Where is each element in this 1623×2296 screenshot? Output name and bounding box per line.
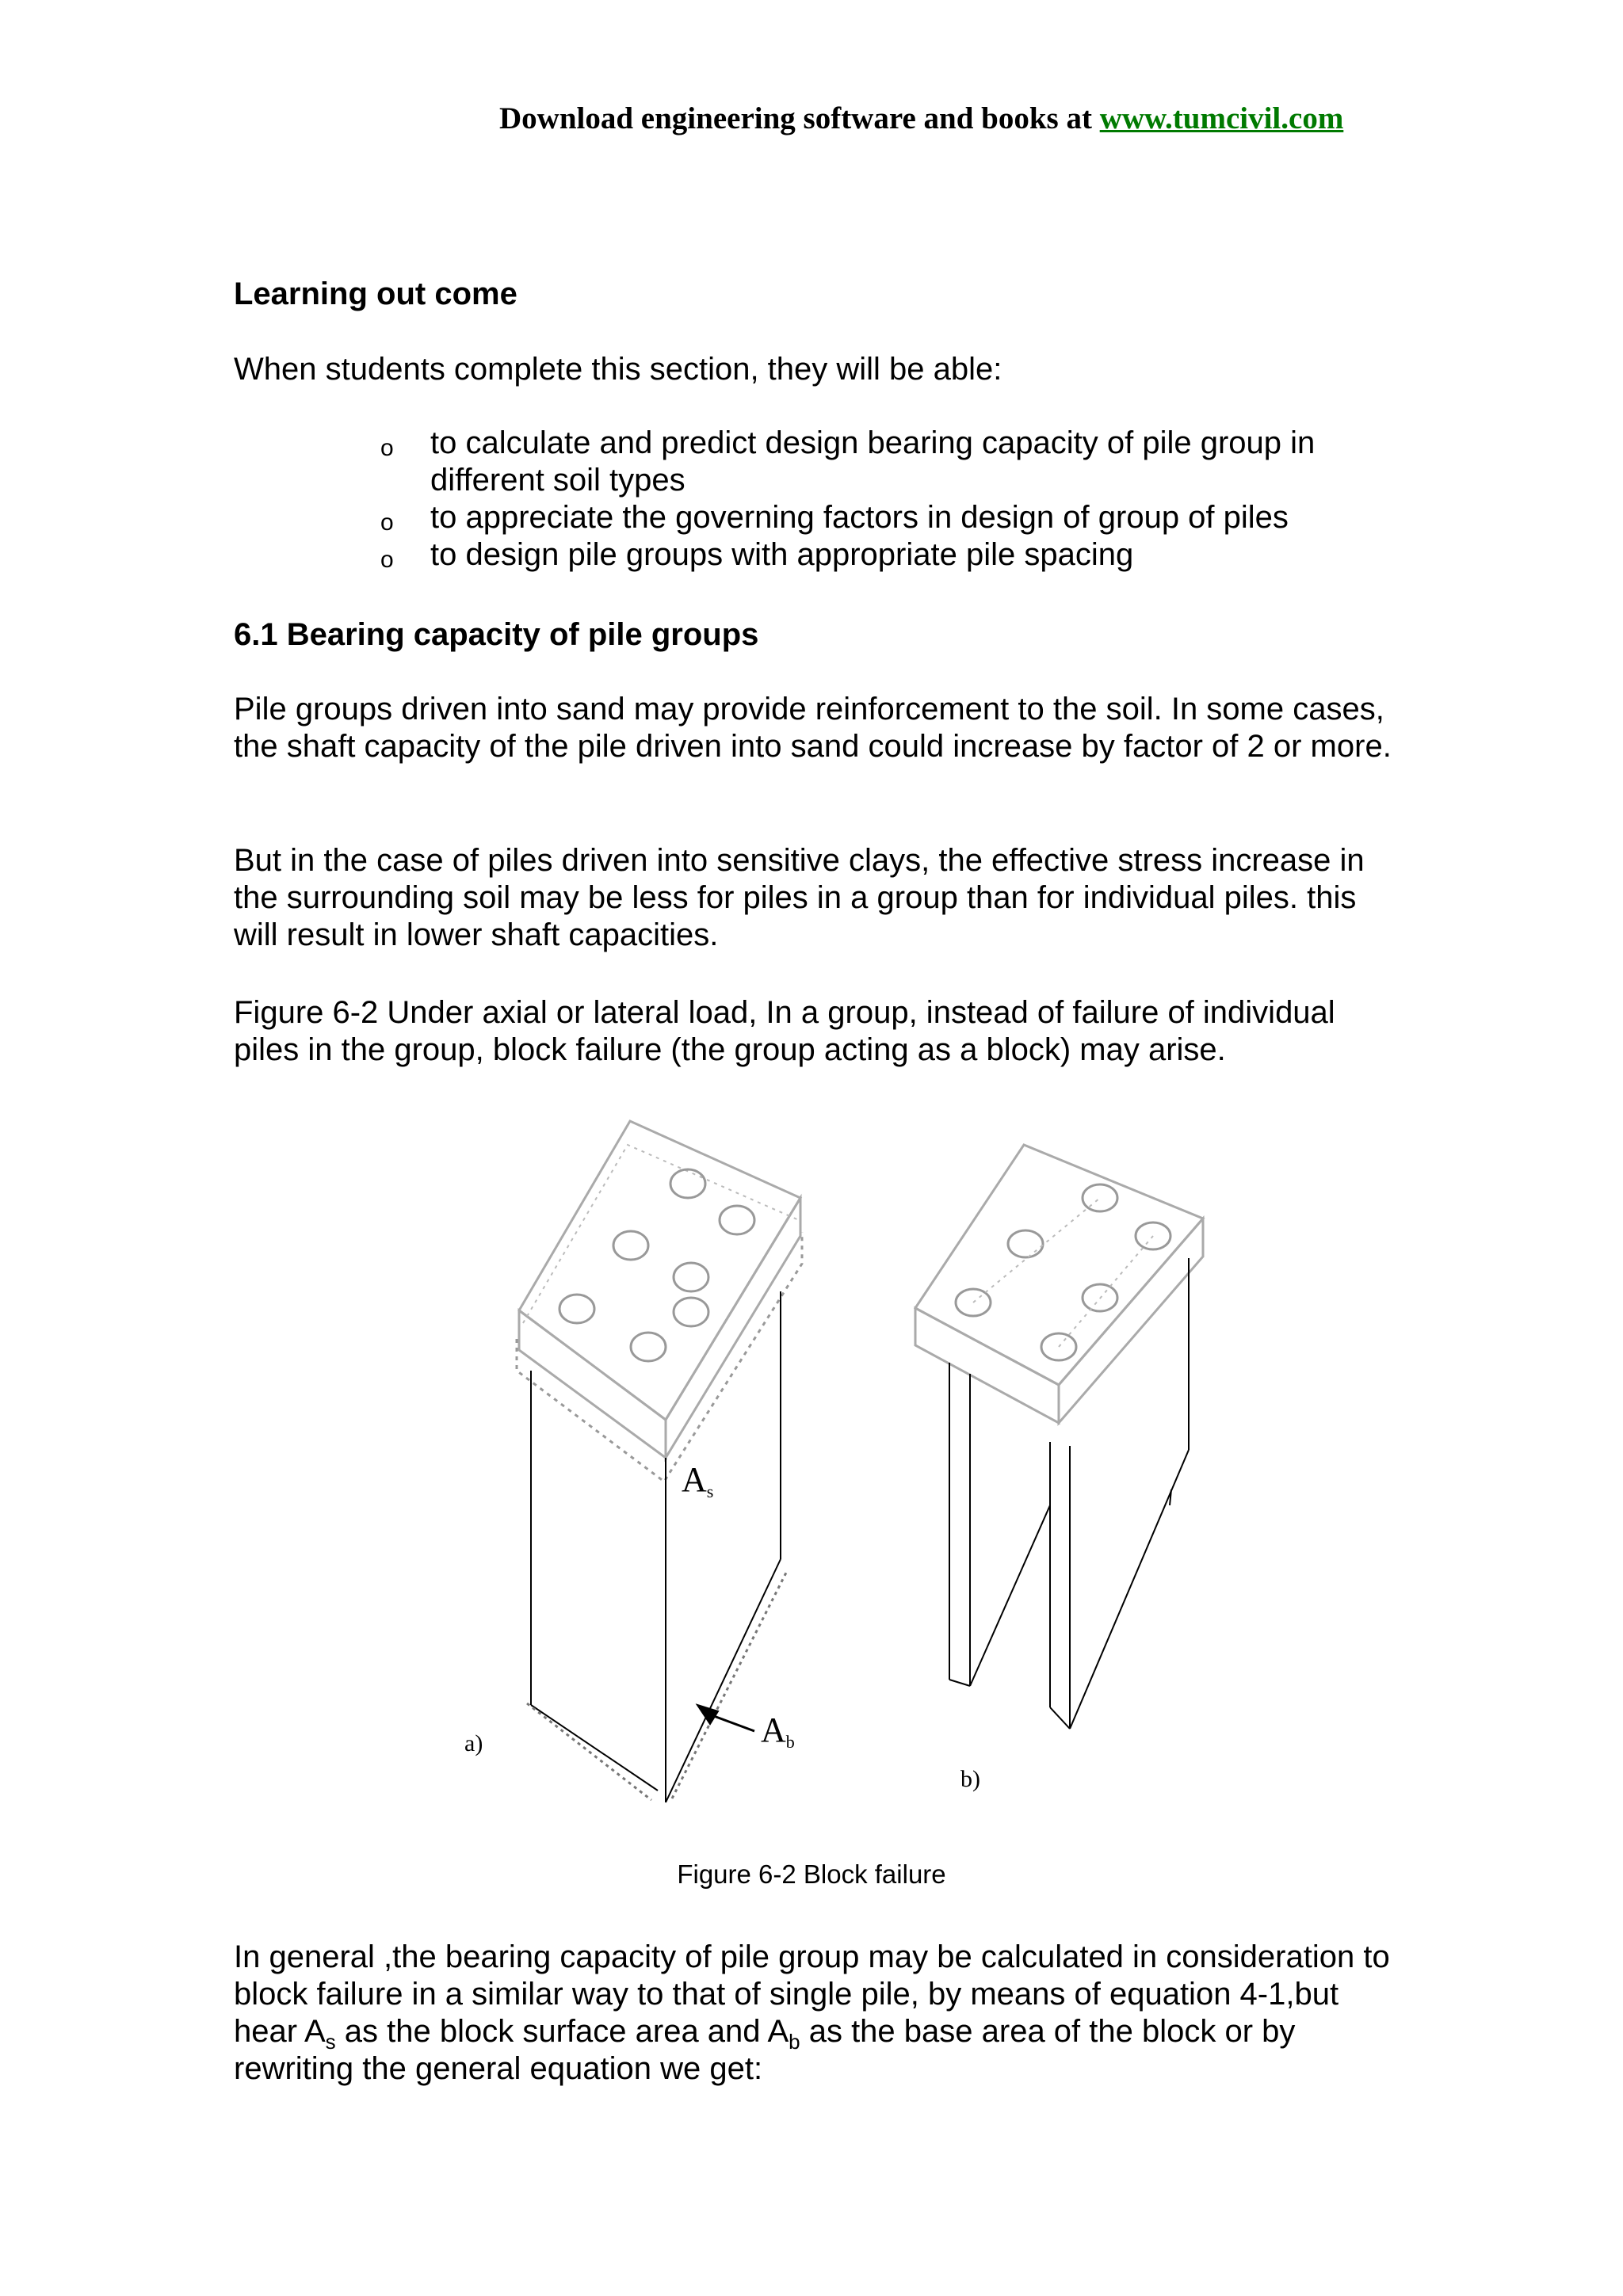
- label-b: b): [960, 1766, 980, 1792]
- closing-paragraph: [234, 1939, 1407, 2088]
- pile-cap-top-b: [915, 1145, 1203, 1385]
- block-failure-figure: [444, 1109, 1236, 1806]
- arrow-head: [697, 1705, 718, 1724]
- bullet-marker: o: [380, 435, 394, 461]
- page-header: [499, 100, 1403, 138]
- closing-text: In general ,the bearing capacity of pile group may be calculated in consideration to block failure in a similar way to that of single pile, by means of equation 4-1,but hear A: [234, 1939, 1390, 2049]
- pile-heads-a: [559, 1169, 754, 1361]
- pile-heads-b: [956, 1184, 1170, 1360]
- label-ab: Ab: [761, 1711, 795, 1752]
- paragraph: But in the case of piles driven into sensitive clays, the effective stress increase in the surrounding soil may be less for piles in a group than for individual piles. this will result in lower shaft capacities.: [234, 843, 1365, 952]
- closing-text: as the block surface area and A: [335, 2014, 789, 2049]
- bullet-marker: o: [380, 547, 394, 573]
- list-item-text: to design pile groups with appropriate pile spacing: [430, 537, 1134, 572]
- header-link[interactable]: www.tumcivil.com: [1099, 101, 1344, 135]
- list-item-text: to appreciate the governing factors in design of group of piles: [430, 500, 1289, 535]
- paragraph: Pile groups driven into sand may provide reinforcement to the soil. In some cases, the shaft capacity of the pile driven into sand could increase by factor of 2 or more.: [234, 692, 1392, 764]
- section-heading: 6.1 Bearing capacity of pile groups: [234, 617, 759, 652]
- paragraph: Figure 6-2 Under axial or lateral load, In a group, instead of failure of individual piles in the group, block failure (the group acting as a block) may arise.: [234, 995, 1335, 1067]
- pile-cap-front-b: [915, 1308, 1059, 1423]
- subscript: s: [325, 2030, 336, 2054]
- list-item-text: to calculate and predict design bearing capacity of pile group in different soil types: [430, 425, 1316, 498]
- label-as: As: [682, 1460, 714, 1501]
- subscript: b: [789, 2030, 800, 2054]
- bullet-marker: o: [380, 509, 394, 536]
- block-failure-drawing: [444, 1109, 1236, 1806]
- list-item: [234, 536, 1407, 574]
- figure-caption: Figure 6-2 Block failure: [677, 1859, 946, 1889]
- pile-cap-top-a: [519, 1121, 800, 1420]
- learning-outcome-intro: When students complete this section, they will be able:: [234, 352, 1002, 387]
- closing-text: as the base area of the block or by rewriting the general equation we get:: [234, 2014, 1296, 2086]
- header-text: Download engineering software and books at: [499, 101, 1100, 135]
- label-a: a): [464, 1730, 483, 1756]
- outcome-list: [234, 425, 1407, 574]
- list-item: [234, 499, 1407, 536]
- list-item: [234, 425, 1407, 499]
- learning-outcome-heading: Learning out come: [234, 277, 517, 311]
